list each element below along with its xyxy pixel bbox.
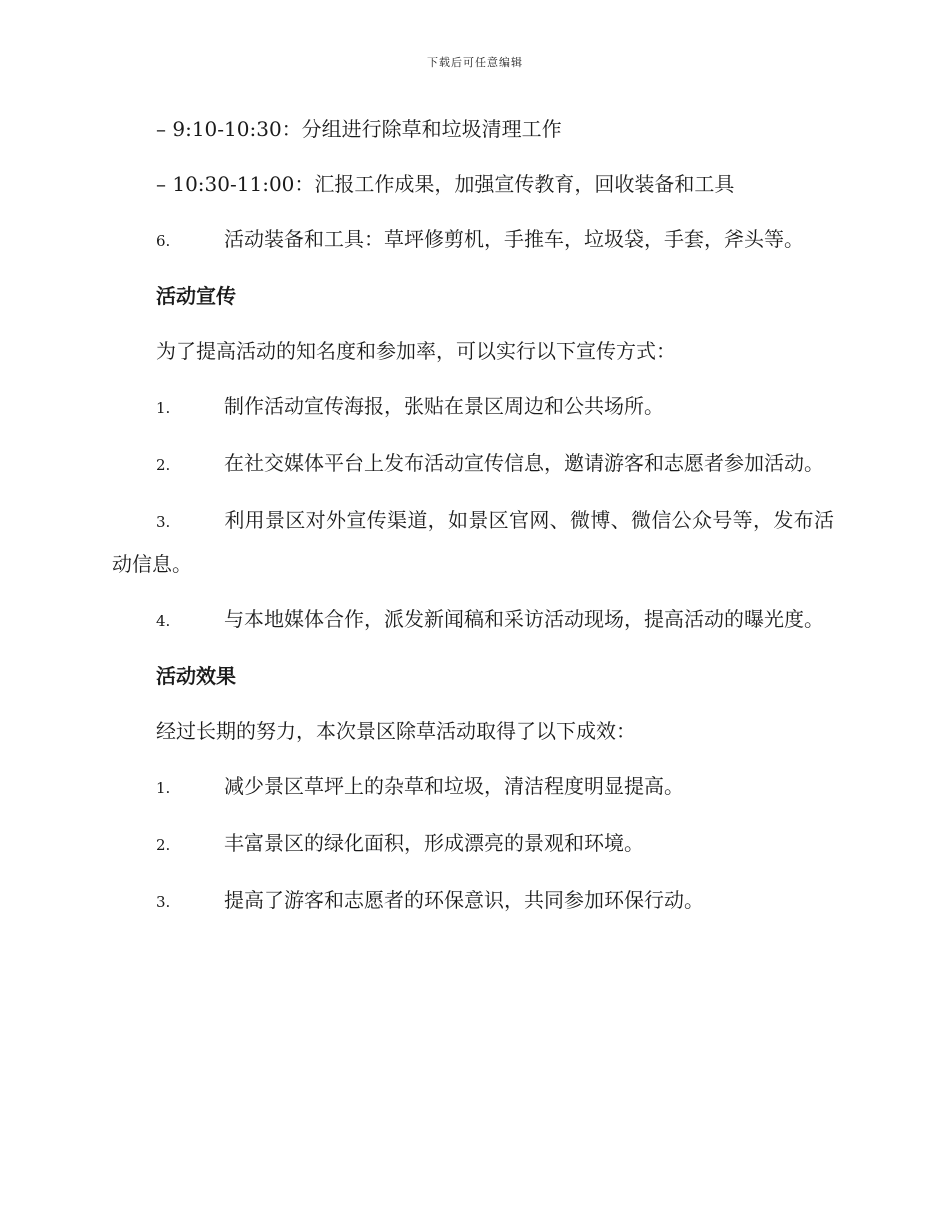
schedule-line: – 9:10-10:30：分组进行除草和垃圾清理工作 xyxy=(156,117,562,141)
equipment-item xyxy=(112,218,834,262)
list-number: 4. xyxy=(156,612,171,630)
list-number: 2. xyxy=(156,456,171,474)
list-item xyxy=(112,385,834,429)
schedule-line: – 10:30-11:00：汇报工作成果，加强宣传教育，回收装备和工具 xyxy=(156,172,735,196)
list-item xyxy=(112,822,834,866)
list-number: 3. xyxy=(156,893,171,911)
list-text: 利用景区对外宣传渠道，如景区官网、微博、微信公众号等，发布活动信息。 xyxy=(112,508,834,576)
document-body xyxy=(112,108,834,936)
list-item xyxy=(112,442,834,486)
list-text: 减少景区草坪上的杂草和垃圾，清洁程度明显提高。 xyxy=(224,774,684,798)
list-number: 6. xyxy=(156,232,171,250)
list-number: 1. xyxy=(156,399,171,417)
list-number: 2. xyxy=(156,836,171,854)
list-item xyxy=(112,765,834,809)
list-number: 3. xyxy=(156,513,171,531)
list-item xyxy=(112,499,834,585)
list-text: 在社交媒体平台上发布活动宣传信息，邀请游客和志愿者参加活动。 xyxy=(224,451,824,475)
page-header-note: 下载后可任意编辑 xyxy=(427,56,523,69)
list-text: 丰富景区的绿化面积，形成漂亮的景观和环境。 xyxy=(224,831,644,855)
section-intro: 经过长期的努力，本次景区除草活动取得了以下成效： xyxy=(156,719,636,743)
list-text: 制作活动宣传海报，张贴在景区周边和公共场所。 xyxy=(224,394,664,418)
section-intro: 为了提高活动的知名度和参加率，可以实行以下宣传方式： xyxy=(156,339,676,363)
section-heading-effects: 活动效果 xyxy=(156,664,236,688)
list-text: 提高了游客和志愿者的环保意识，共同参加环保行动。 xyxy=(224,888,704,912)
list-number: 1. xyxy=(156,779,171,797)
list-text: 与本地媒体合作，派发新闻稿和采访活动现场，提高活动的曝光度。 xyxy=(224,607,824,631)
list-text: 活动装备和工具：草坪修剪机，手推车，垃圾袋，手套，斧头等。 xyxy=(224,227,804,251)
list-item xyxy=(112,598,834,642)
list-item xyxy=(112,879,834,923)
section-heading-promotion: 活动宣传 xyxy=(156,284,236,308)
